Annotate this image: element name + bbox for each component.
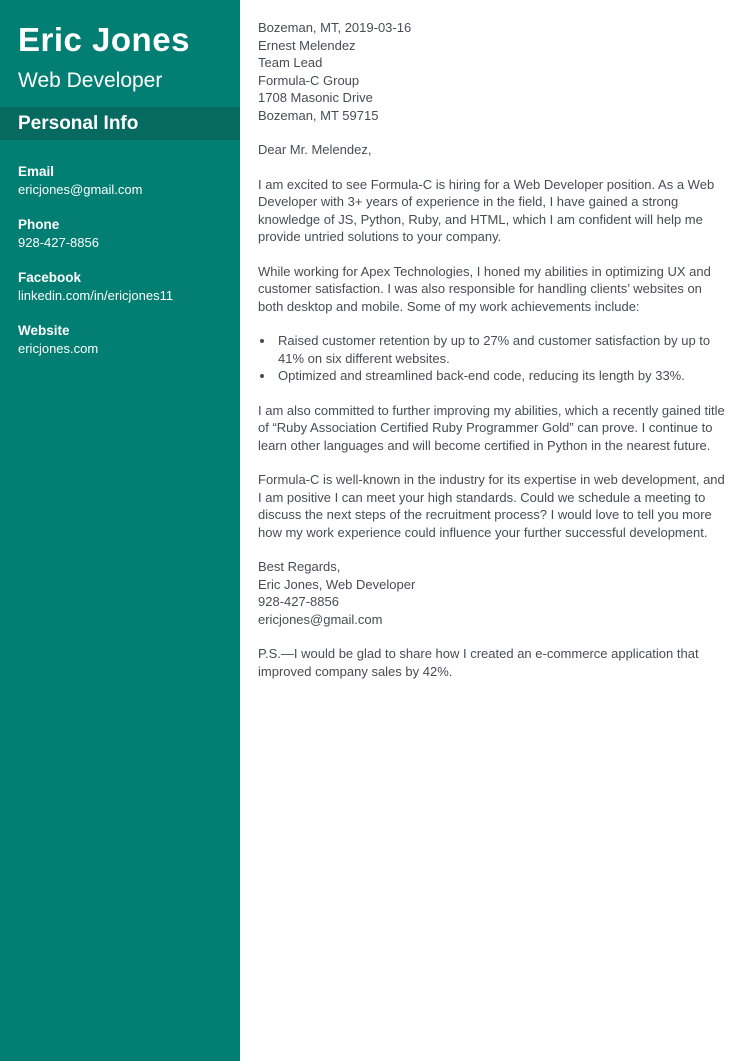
achievements-list: [258, 332, 728, 385]
header-line-role: Team Lead: [258, 55, 323, 70]
ps-note: P.S.—I would be glad to share how I created an e-commerce application that improved company sales by 42%.: [258, 646, 699, 679]
candidate-title: Web Developer: [18, 68, 163, 92]
signoff-name: Eric Jones, Web Developer: [258, 576, 416, 592]
signoff-email: ericjones@gmail.com: [258, 611, 383, 627]
achievement-item: • Optimized and streamlined back-end code, reducing its length by 33%.: [275, 367, 728, 385]
facebook-value: linkedin.com/in/ericjones11: [18, 288, 174, 304]
header-line-company: Formula-C Group: [258, 72, 360, 88]
website-value: ericjones.com: [18, 341, 99, 357]
salutation: Dear Mr. Melendez,: [258, 142, 372, 157]
header-line-date: Bozeman, MT, 2019-03-16: [258, 20, 412, 35]
signoff-phone: 928-427-8856: [258, 594, 339, 609]
letter-header: [258, 19, 728, 124]
signoff-block: [258, 558, 728, 628]
contact-group-website: [18, 322, 222, 358]
achievement-item: • Raised customer retention by up to 27% and customer satisfaction by up to 41% on six different websites.: [275, 332, 728, 367]
contact-label: Email: [18, 164, 55, 180]
header-line-street: 1708 Masonic Drive: [258, 90, 373, 105]
contact-label: Website: [18, 323, 70, 339]
header-line-city: Bozeman, MT 59715: [258, 107, 379, 123]
contact-group-email: [18, 163, 222, 199]
contact-list: [0, 140, 240, 358]
personal-info-header: Personal Info: [0, 107, 240, 140]
contact-group-facebook: [18, 269, 222, 305]
letter-body: [240, 0, 750, 1061]
email-value: ericjones@gmail.com: [18, 182, 143, 198]
contact-label: Phone: [18, 217, 60, 233]
paragraph-experience: While working for Apex Technologies, I honed my abilities in optimizing UX and customer satisfaction. I was also responsible for handling clients’ websites on both desktop and mobile. Some of my work achievements include:: [258, 263, 711, 314]
header-line-name: Ernest Melendez: [258, 37, 356, 53]
signoff-regards: Best Regards,: [258, 559, 341, 574]
paragraph-closing: Formula-C is well-known in the industry for its expertise in web development, and I am positive I can meet your high standards. Could we schedule a meeting to discuss the next steps of the recruitment process? I would love to tell you more how my work experience could influence your further successful development.: [258, 472, 725, 540]
contact-label: Facebook: [18, 270, 82, 286]
sidebar: [0, 0, 240, 1061]
candidate-name: Eric Jones: [18, 21, 190, 58]
paragraph-intro: I am excited to see Formula-C is hiring for a Web Developer position. As a Web Developer with 3+ years of experience in the field, I have gained a strong knowledge of JS, Python, Ruby, and HTML, which I am confident will help me provide untried solutions to your company.: [258, 176, 715, 244]
paragraph-certification: I am also committed to further improving my abilities, which a recently gained title of “Ruby Association Certified Ruby Programmer Gold” can prove. I continue to learn other languages and will become certified in Python in the nearest future.: [258, 402, 725, 453]
phone-value: 928-427-8856: [18, 235, 99, 251]
contact-group-phone: [18, 216, 222, 252]
